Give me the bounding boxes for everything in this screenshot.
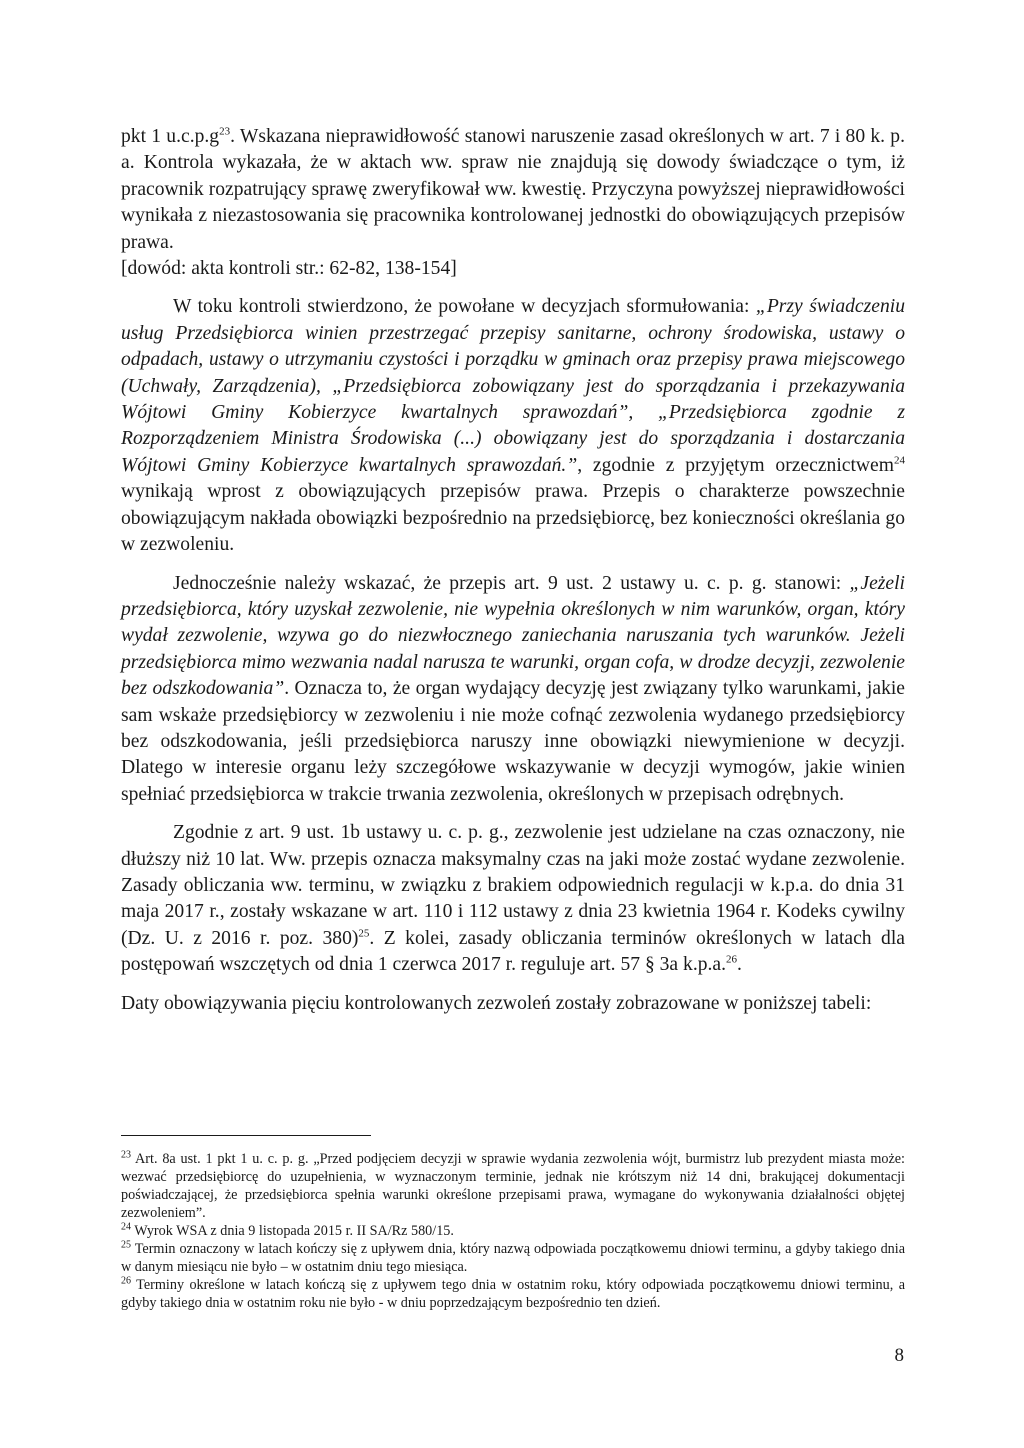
footnote-ref-25: 25 (358, 927, 370, 940)
text-span: Jednocześnie należy wskazać, że przepis art. 9 ust. 2 ustawy u. c. p. g. stanowi: (173, 572, 850, 594)
quoted-text: „Jeżeli przedsiębiorca, który uzyskał zezwolenie, nie wypełnia określonych w nim warunków, organ, który wydał zezwolenie, wzywa go do niezwłocznego zaniechania naruszania tych warunków. Jeżeli przedsiębiorca mimo wezwania nadal narusza te warunki, organ cofa, w drodze decyzji, zezwolenie bez odszkodowania” (121, 572, 905, 700)
footnote-text: Art. 8a ust. 1 pkt 1 u. c. p. g. „Przed podjęciem decyzji w sprawie wydania zezwolenia wójt, burmistrz lub prezydent miasta może: wezwać przedsiębiorcę do uzupełnienia, w wyznaczonym terminie, jednak nie krótszym niż 14 dni, brakującej dokumentacji poświadczającej, że przedsiębiorca spełnia warunki określone przepisami prawa, wymagane do wykonywania działalności objętej zezwoleniem”. (121, 1151, 905, 1221)
footnote-separator (121, 1135, 371, 1136)
text-span: Zgodnie z art. 9 ust. 1b ustawy u. c. p. g., zezwolenie jest udzielane na czas oznaczony, nie dłuższy niż 10 lat. Ww. przepis oznacza maksymalny czas na jaki może zostać wydane zezwolenie. Zasady obliczania ww. terminu, w związku z brakiem odpowiednich regulacji w k.p.a. do dnia 31 maja 2017 r., zostały wskazane w art. 110 i 112 ustawy z dnia 23 kwietnia 1964 r. Kodeks cywilny (Dz. U. z 2016 r. poz. 380) (121, 822, 905, 949)
footnote-number: 25 (121, 1239, 131, 1251)
text-span: . Oznacza to, że organ wydający decyzję jest związany tylko warunkami, jakie sam wskaże przedsiębiorcy w zezwoleniu i nie może cofnąć zezwolenia wydanego przedsiębiorcy bez odszkodowania, jeśli przedsiębiorca naruszy inne obowiązki niewymienione w decyzji. Dlatego w interesie organu leży szczegółowe wskazywanie w decyzji wymogów, jakie winien spełniać przedsiębiorca w trakcie trwania zezwolenia, określonych w przepisach odrębnych. (121, 678, 906, 805)
paragraph-4 (121, 820, 905, 978)
footnote-25 (121, 1240, 905, 1276)
body-text (121, 124, 905, 1017)
footnote-number: 23 (121, 1149, 131, 1161)
footnote-23 (121, 1150, 905, 1222)
footnote-text: Termin oznaczony w latach kończy się z upływem dnia, który nazwą odpowiada początkowemu dniowi terminu, a gdyby takiego dnia w danym miesiącu nie było – w ostatnim dniu tego miesiąca. (121, 1241, 905, 1275)
text-span: pkt 1 u.c.p.g (121, 126, 220, 147)
paragraph-2 (121, 294, 905, 558)
footnote-ref-23: 23 (219, 125, 231, 138)
footnote-number: 24 (121, 1221, 131, 1233)
footnote-text: Wyrok WSA z dnia 9 listopada 2015 r. II SA/Rz 580/15. (131, 1223, 454, 1239)
footnote-text: Terminy określone w latach kończą się z upływem tego dnia w ostatnim roku, który odpowiada początkowemu dniowi terminu, a gdyby takiego dnia w ostatnim roku nie było - w dniu poprzedzającym bezpośrednio ten dzień. (121, 1277, 905, 1311)
text-span: . (737, 954, 742, 976)
page-number: 8 (894, 1345, 904, 1366)
paragraph-1 (121, 124, 905, 256)
text-span: . Z kolei, zasady obliczania terminów określonych w latach dla postępowań wszczętych od dnia 1 czerwca 2017 r. reguluje art. 57 § 3a k.p.a. (121, 927, 905, 976)
footnote-ref-26: 26 (726, 953, 738, 966)
quoted-text: „Przy świadczeniu usług Przedsiębiorca winien przestrzegać przepisy sanitarne, ochrony środowiska, ustawy o odpadach, ustawy o utrzymaniu czystości i porządku w gminach oraz przepisy prawa miejscowego (Uchwały, Zarządzenia), „Przedsiębiorca zobowiązany jest do sporządzania i przekazywania Wójtowi Gminy Kobierzyce kwartalnych sprawozdań”, „Przedsiębiorca zgodnie z Rozporządzeniem Ministra Środowiska (...) obowiązany jest do sporządzania i dostarczania Wójtowi Gminy Kobierzyce kwartalnych sprawozdań.” (121, 296, 905, 476)
footnotes (121, 1150, 905, 1312)
proof-reference: [dowód: akta kontroli str.: 62-82, 138-154] (121, 258, 457, 280)
text-span: W toku kontroli stwierdzono, że powołane w decyzjach sformułowania: (173, 296, 756, 318)
footnote-ref-24: 24 (894, 454, 905, 467)
footnote-26 (121, 1276, 905, 1312)
text-span: wynikają wprost z obowiązujących przepisów prawa. Przepis o charakterze powszechnie obowiązującym nakłada obowiązki bezpośrednio na przedsiębiorcę, bez konieczności określania go w zezwoleniu. (121, 481, 905, 556)
footnote-24 (121, 1222, 905, 1240)
text-span: , zgodnie z przyjętym orzecznictwem (577, 454, 894, 476)
text-span: . Wskazana nieprawidłowość stanowi naruszenie zasad określonych w art. 7 i 80 k. p. a. Kontrola wykazała, że w aktach ww. spraw nie znajdują się dowody świadczące o tym, iż pracownik rozpatrujący sprawę zweryfikował ww. kwestię. Przyczyna powyższej nieprawidłowości wynikała z niezastosowania się pracownika kontrolowanej jednostki do obowiązujących przepisów prawa. (121, 126, 905, 253)
paragraph-5: Daty obowiązywania pięciu kontrolowanych zezwoleń zostały zobrazowane w poniższej tabeli: (121, 992, 872, 1014)
paragraph-3 (121, 571, 905, 809)
footnote-number: 26 (121, 1275, 131, 1287)
